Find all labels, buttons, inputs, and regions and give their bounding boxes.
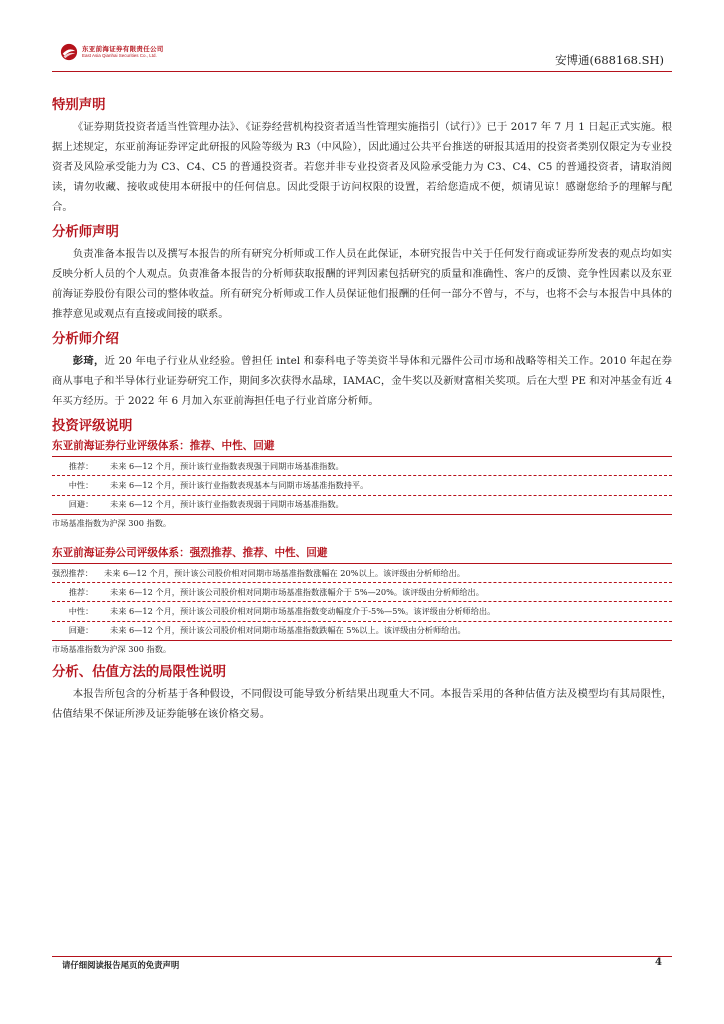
rating-description: 未来 6—12 个月，预计该公司股价相对同期市场基准指数变动幅度介于-5%—5%。该评级由分析师给出。 [110, 606, 496, 617]
rating-label: 强烈推荐： [52, 567, 93, 578]
rating-description: 未来 6—12 个月，预计该行业指数表现强于同期市场基准指数。 [110, 460, 344, 471]
header-divider [52, 71, 672, 72]
rating-description: 未来 6—12 个月，预计该公司股价相对同期市场基准指数涨幅在 20%以上。该评级由分析师给出。 [104, 567, 465, 578]
table-row [52, 564, 672, 582]
rating-description: 未来 6—12 个月，预计该行业指数表现弱于同期市场基准指数。 [110, 499, 344, 510]
footer-divider [52, 956, 672, 957]
company-name-en: East Asia Qianhai Securities Co., Ltd. [82, 53, 157, 58]
company-logo [60, 40, 164, 64]
analyst-intro-paragraph [52, 351, 672, 411]
rating-label: 中性： [68, 606, 94, 617]
company-logo-icon [60, 43, 78, 61]
table-row [52, 475, 672, 494]
table-row [52, 582, 672, 601]
analyst-name: 彭琦， [72, 355, 105, 367]
table-row [52, 621, 672, 640]
limitations-text: 本报告所包含的分析基于各种假设，不同假设可能导致分析结果出现重大不同。本报告采用的各种估值方法及模型均有其局限性，估值结果不保证所涉及证券能够在该价格交易。 [52, 688, 672, 721]
rating-description: 未来 6—12 个月，预计该行业指数表现基本与同期市场基准指数持平。 [110, 479, 369, 490]
table-row [52, 495, 672, 514]
rating-label: 回避： [68, 625, 94, 636]
rating-description: 未来 6—12 个月，预计该公司股价相对同期市场基准指数跌幅在 5%以上。该评级由分析师给出。 [110, 625, 466, 636]
company-benchmark-note: 市场基准指数为沪深 300 指数。 [52, 644, 172, 655]
rating-label: 推荐： [68, 586, 94, 597]
company-rating-table [52, 563, 672, 641]
rating-label: 回避： [68, 499, 94, 510]
section-title-analyst-statement: 分析师声明 [52, 225, 119, 240]
rating-label: 中性： [68, 479, 94, 490]
table-row [52, 601, 672, 620]
industry-rating-title: 东亚前海证券行业评级体系：推荐、中性、回避 [52, 440, 275, 452]
report-body [52, 94, 672, 728]
logo-text [82, 46, 164, 59]
company-name-cn: 东亚前海证券有限责任公司 [82, 44, 164, 53]
stock-ticker: 安博通(688168.SH) [555, 53, 664, 67]
company-rating-title: 东亚前海证券公司评级体系：强烈推荐、推荐、中性、回避 [52, 546, 328, 559]
industry-rating-table [52, 456, 672, 515]
footer-disclaimer-note: 请仔细阅读报告尾页的免责声明 [62, 960, 180, 970]
industry-benchmark-note: 市场基准指数为沪深 300 指数。 [52, 517, 172, 528]
rating-label: 推荐： [68, 460, 94, 471]
analyst-intro-text: 近 20 年电子行业从业经验。曾担任 intel 和泰科电子等美资半导体和元器件公司市场和战略等相关工作。2010 年起在券商从事电子和半导体行业证券研究工作，期间多次获得水晶球，IAMAC，金牛奖以及新财富相关奖项。后在大型 PE 和对冲基金有近 4 年买方经历。于 2022 年 6 月加入东亚前海担任电子行业首席分析师。 [52, 355, 672, 407]
section-title-rating: 投资评级说明 [52, 419, 133, 434]
section-title-disclaimer: 特别声明 [52, 98, 106, 113]
analyst-statement-text: 负责准备本报告以及撰写本报告的所有研究分析师或工作人员在此保证，本研究报告中关于任何发行商或证券所发表的观点均如实反映分析人员的个人观点。负责准备本报告的分析师获取报酬的评判因素包括研究的质量和准确性、客户的反馈、竞争性因素以及东亚前海证券股份有限公司的整体收益。所有研究分析师或工作人员保证他们报酬的任何一部分不曾与，不与，也将不会与本报告中具体的推荐意见或观点有直接或间接的联系。 [52, 248, 672, 320]
disclaimer-text: 《证券期货投资者适当性管理办法》、《证券经营机构投资者适当性管理实施指引（试行）》已于 2017 年 7 月 1 日起正式实施。根据上述规定，东亚前海证券评定此研报的风险等级为 R3（中风险），因此通过公共平台推送的研报其适用的投资者类别仅限定为专业投资者及风险承受能力为 C3、C4、C5 的普通投资者。若您并非专业投资者及风险承受能力为 C3、C4、C5 的普通投资者，请取消阅读，请勿收藏、接收或使用本研报中的任何信息。因此受限于访问权限的设置，若给您造成不便，烦请见谅！感谢您给予的理解与配合。 [52, 121, 672, 213]
section-title-analyst-intro: 分析师介绍 [52, 332, 119, 347]
rating-description: 未来 6—12 个月，预计该公司股价相对同期市场基准指数涨幅介于 5%—20%。该评级由分析师给出。 [110, 586, 484, 597]
table-row [52, 457, 672, 475]
section-title-limitations: 分析、估值方法的局限性说明 [52, 665, 227, 681]
page-number: 4 [655, 957, 662, 968]
